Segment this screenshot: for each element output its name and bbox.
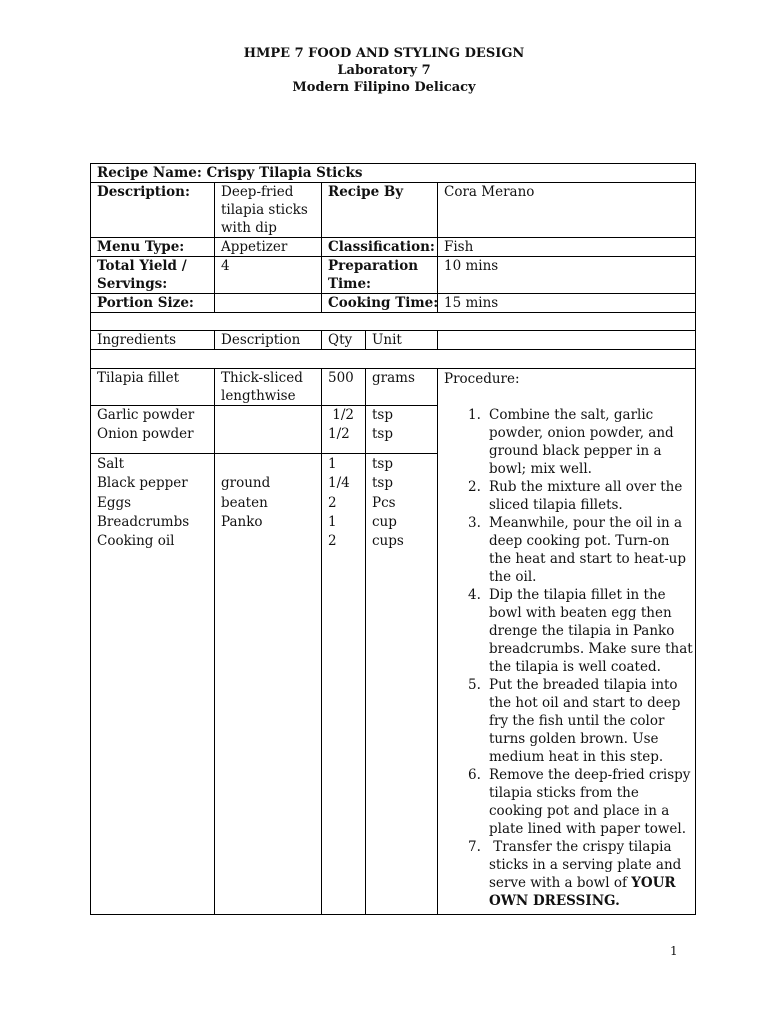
- vline: [214, 330, 215, 349]
- procedure-step: [444, 766, 694, 838]
- ingredient-qty: 1: [328, 514, 337, 530]
- theme-title: Modern Filipino Delicacy: [292, 80, 476, 95]
- ingredient-name: Tilapia fillet: [97, 370, 180, 386]
- course-title: HMPE 7 FOOD AND STYLING DESIGN: [243, 46, 525, 61]
- procedure-steps: [444, 406, 694, 910]
- cooking-value: 15 mins: [444, 295, 499, 311]
- yield-label-line1: Total Yield /: [97, 258, 187, 274]
- portion-label: Portion Size:: [97, 295, 194, 311]
- vline: [321, 182, 322, 312]
- classification-value: Fish: [444, 239, 474, 255]
- step-number: 5.: [468, 677, 481, 693]
- step-text-bold: YOUR OWN DRESSING.: [489, 875, 676, 909]
- prep-label: [328, 257, 418, 293]
- yield-label: [97, 257, 187, 293]
- ingredient-qty: 2: [328, 495, 337, 511]
- ingredient-description: Thick-sliced lengthwise: [221, 370, 303, 404]
- vline: [365, 368, 366, 914]
- step-number: 3.: [468, 515, 481, 531]
- vline: [214, 182, 215, 312]
- ingredient-qty: 1/4: [328, 475, 350, 491]
- procedure-step: [444, 838, 694, 910]
- prep-value: 10 mins: [444, 258, 499, 274]
- ingredient-unit: grams: [372, 370, 415, 386]
- page-number: 1: [670, 944, 678, 958]
- ingredient-unit: tsp: [372, 407, 393, 423]
- col-description: Description: [221, 332, 301, 348]
- hline: [90, 914, 696, 915]
- vline: [365, 330, 366, 349]
- vline: [321, 330, 322, 349]
- vline: [214, 368, 215, 914]
- ingredient-unit: tsp: [372, 426, 393, 442]
- hline: [90, 349, 696, 350]
- col-ingredients: Ingredients: [97, 332, 177, 348]
- row-line: [90, 453, 437, 454]
- ingredient-name: Black pepper: [97, 475, 188, 491]
- ingredient-description: beaten: [221, 495, 268, 511]
- vline: [437, 182, 438, 312]
- ingredient-description: ground: [221, 475, 271, 491]
- step-number: 2.: [468, 479, 481, 495]
- yield-label-line2: Servings:: [97, 276, 168, 292]
- cooking-label: Cooking Time:: [328, 295, 439, 311]
- ingredient-qty: 2: [328, 533, 337, 549]
- step-text: Dip the tilapia fillet in the bowl with beaten egg then drenge the tilapia in Panko breadcrumbs. Make sure that the tilapia is well coated.: [489, 587, 693, 675]
- ingredient-qty: 500: [328, 370, 354, 386]
- vline: [437, 368, 438, 914]
- recipe-by-label: Recipe By: [328, 184, 404, 200]
- step-number: 7.: [468, 839, 481, 855]
- ingredient-unit: tsp: [372, 475, 393, 491]
- ingredient-description: Panko: [221, 514, 263, 530]
- ingredient-unit: tsp: [372, 456, 393, 472]
- procedure: [444, 370, 694, 910]
- prep-label-line1: Preparation: [328, 258, 419, 274]
- procedure-step: [444, 478, 694, 514]
- step-number: 1.: [468, 407, 481, 423]
- vline: [695, 163, 696, 915]
- hline: [90, 312, 696, 313]
- ingredient-qty: 1/2: [328, 426, 350, 442]
- ingredient-name: Breadcrumbs: [97, 514, 190, 530]
- prep-label-line2: Time:: [328, 276, 372, 292]
- ingredient-name: Eggs: [97, 495, 132, 511]
- recipe-name: Recipe Name: Crispy Tilapia Sticks: [97, 165, 363, 181]
- ingredient-name: Onion powder: [97, 426, 194, 442]
- step-text: Put the breaded tilapia into the hot oil and start to deep fry the fish until the color turns golden brown. Use medium heat in this step.: [489, 677, 681, 765]
- step-text: Combine the salt, garlic powder, onion powder, and ground black pepper in a bowl; mix well.: [489, 407, 674, 477]
- ingredient-qty: 1/2: [328, 407, 355, 423]
- ingredient-unit: Pcs: [372, 495, 396, 511]
- step-text: Rub the mixture all over the sliced tilapia fillets.: [489, 479, 683, 513]
- ingredient-qty: 1: [328, 456, 337, 472]
- yield-value: 4: [221, 258, 230, 274]
- ingredient-name: Garlic powder: [97, 407, 195, 423]
- procedure-step: [444, 406, 694, 478]
- classification-label: Classification:: [328, 239, 435, 255]
- procedure-step: [444, 514, 694, 586]
- vline: [321, 368, 322, 914]
- ingredient-name: Cooking oil: [97, 533, 175, 549]
- vline: [437, 330, 438, 349]
- procedure-step: [444, 586, 694, 676]
- ingredient-name: Salt: [97, 456, 125, 472]
- step-number: 4.: [468, 587, 481, 603]
- document-header: [0, 45, 768, 96]
- step-text: Remove the deep-fried crispy tilapia sticks from the cooking pot and place in a plate lined with paper towel.: [489, 767, 691, 837]
- vline: [90, 163, 91, 915]
- recipe-by-value: Cora Merano: [444, 184, 535, 200]
- menu-type-label: Menu Type:: [97, 239, 185, 255]
- description-value: Deep-fried tilapia sticks with dip: [221, 184, 308, 236]
- lab-title: Laboratory 7: [337, 63, 431, 78]
- step-text: Transfer the crispy tilapia sticks in a serving plate and serve with a bowl of: [489, 839, 686, 891]
- procedure-step: [444, 676, 694, 766]
- menu-type-value: Appetizer: [221, 239, 288, 255]
- col-unit: Unit: [372, 332, 402, 348]
- ingredient-unit: cup: [372, 514, 397, 530]
- step-text: Meanwhile, pour the oil in a deep cooking pot. Turn-on the heat and start to heat-up the oil.: [489, 515, 686, 585]
- step-number: 6.: [468, 767, 481, 783]
- description-label: Description:: [97, 184, 190, 200]
- procedure-title: Procedure:: [444, 371, 520, 387]
- col-qty: Qty: [328, 332, 353, 348]
- ingredient-unit: cups: [372, 533, 404, 549]
